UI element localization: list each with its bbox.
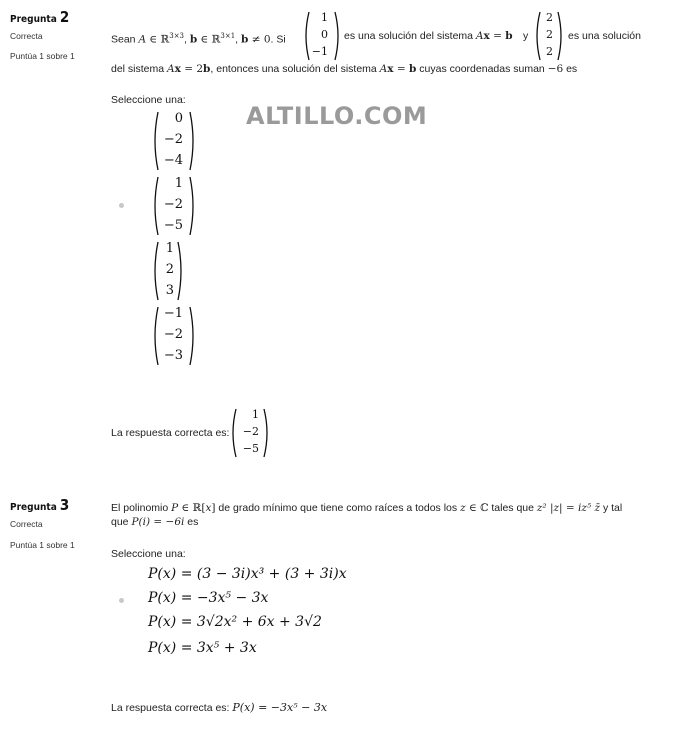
vector-entry: −2 — [163, 132, 183, 147]
stem-text: y tal — [600, 502, 623, 514]
math-equals: = — [393, 63, 410, 75]
question-2-status: Correcta — [10, 31, 43, 41]
question-2-option-3[interactable] — [152, 240, 184, 302]
vector-entry: 2 — [546, 45, 553, 58]
vector-entry: 1 — [321, 11, 328, 24]
vector-entry: −2 — [242, 425, 259, 438]
math-A: A — [475, 30, 484, 42]
question-3-option-2[interactable]: P(x) = −3x⁵ − 3x — [148, 590, 269, 606]
math-b: b — [189, 33, 198, 46]
math-bracket: ] — [211, 502, 216, 514]
question-2-select-label: Seleccione una: — [111, 94, 186, 106]
right-parenthesis — [335, 12, 338, 60]
question-3-select-label: Seleccione una: — [111, 548, 186, 560]
math-neq-zero: ≠ 0 — [248, 33, 271, 46]
math-in-R: ∈ ℝ — [197, 33, 221, 46]
answer-value: P(x) = −3x⁵ − 3x — [232, 701, 328, 714]
stem-text: Sean — [111, 33, 139, 46]
vector-entry: −2 — [163, 327, 183, 342]
question-3-stem-line1 — [111, 501, 622, 515]
math-condition: z² |z| = iz⁵ z̄ — [536, 502, 601, 514]
math-equals-2: = 2 — [180, 63, 204, 75]
question-2-answer-vector — [230, 407, 270, 459]
vector-entry: −2 — [163, 197, 183, 212]
left-parenthesis — [233, 409, 236, 457]
left-parenthesis — [155, 307, 158, 365]
question-3-stem-line2 — [111, 515, 198, 529]
question-2-option-4[interactable] — [152, 305, 196, 367]
right-parenthesis — [190, 307, 193, 365]
stem-vector-1 — [303, 10, 341, 62]
math-in-C: ∈ ℂ — [465, 502, 489, 514]
right-parenthesis — [178, 242, 181, 300]
vector-entry: −5 — [163, 218, 183, 233]
question-2-option-2[interactable] — [152, 175, 196, 237]
left-parenthesis — [306, 12, 309, 60]
question-2-stem-line1-a — [111, 29, 286, 47]
math-P: P — [171, 502, 179, 514]
stem-text: . Si — [270, 33, 286, 46]
stem-text: del sistema — [111, 63, 168, 75]
stem-text: es — [563, 63, 578, 75]
question-2-score: Puntúa 1 sobre 1 — [10, 51, 75, 61]
question-2-stem-line2 — [111, 62, 577, 76]
question-2-label — [10, 8, 69, 26]
question-2-stem-y: y — [523, 30, 529, 42]
left-parenthesis — [537, 12, 540, 60]
math-b: b — [203, 63, 211, 75]
math-b: b — [241, 33, 249, 46]
math-A: A — [379, 63, 388, 75]
question-3-option-1[interactable]: P(x) = (3 − 3i)x³ + (3 + 3i)x — [148, 566, 347, 582]
stem-text: , entonces una solución del sistema — [210, 63, 380, 75]
vector-entry: 2 — [546, 11, 553, 24]
math-x: x — [174, 63, 181, 75]
question-3-label — [10, 496, 69, 514]
math-equals: = — [489, 30, 506, 42]
vector-entry: −1 — [311, 45, 328, 58]
right-parenthesis — [264, 409, 267, 457]
vector-entry: 0 — [321, 28, 328, 41]
math-b: b — [409, 63, 417, 75]
question-label-text: Pregunta — [10, 502, 57, 513]
vector-entry: 3 — [165, 283, 174, 298]
left-parenthesis — [155, 177, 158, 235]
question-2-stem-line1-b — [344, 29, 513, 43]
question-3-answer — [111, 701, 327, 715]
question-3-score: Puntúa 1 sobre 1 — [10, 540, 75, 550]
stem-text: cuyas coordenadas suman — [416, 63, 548, 75]
stem-text: que — [111, 516, 132, 528]
math-x: x — [387, 63, 394, 75]
stem-text: , — [184, 33, 190, 46]
math-in-R: ∈ ℝ[ — [178, 502, 206, 514]
question-label-text: Pregunta — [10, 14, 57, 25]
question-2-answer-label: La respuesta correcta es: — [111, 427, 230, 439]
left-parenthesis — [155, 242, 158, 300]
question-number: 3 — [59, 496, 70, 514]
question-3-option-3[interactable]: P(x) = 3√2x² + 6x + 3√2 — [148, 614, 322, 630]
right-parenthesis — [558, 12, 561, 60]
watermark: ALTILLO.COM — [246, 102, 428, 130]
question-number: 2 — [59, 8, 70, 26]
math-b: b — [505, 30, 513, 42]
math-sup: 3×1 — [220, 32, 236, 40]
vector-entry: 0 — [174, 111, 183, 126]
stem-text: es una solución del sistema — [344, 30, 476, 42]
right-parenthesis — [190, 177, 193, 235]
vector-entry: 1 — [174, 176, 183, 191]
math-x: x — [205, 502, 212, 514]
math-in-R: ∈ ℝ — [146, 33, 170, 46]
question-3-status: Correcta — [10, 519, 43, 529]
math-A: A — [167, 63, 175, 75]
stem-text: es — [184, 516, 199, 528]
math-p-of-i: P(i) = −6i — [131, 516, 185, 528]
question-3-option-4[interactable]: P(x) = 3x⁵ + 3x — [148, 640, 257, 656]
question-3-radio-selected[interactable] — [119, 598, 124, 603]
right-parenthesis — [190, 112, 193, 170]
math-z: z — [460, 502, 466, 514]
stem-text: , — [235, 33, 242, 46]
stem-text: El polinomio — [111, 502, 172, 514]
question-2-option-1[interactable] — [152, 110, 196, 172]
vector-entry: −5 — [242, 442, 259, 455]
vector-entry: −4 — [163, 153, 183, 168]
question-2-stem-line1-c: es una solución — [568, 30, 641, 42]
math-sup: 3×3 — [169, 32, 185, 40]
answer-label: La respuesta correcta es: — [111, 702, 230, 714]
vector-entry: 1 — [165, 241, 174, 256]
math-minus-6: −6 — [547, 63, 564, 75]
vector-entry: −1 — [163, 306, 183, 321]
math-x: x — [483, 30, 490, 42]
vector-entry: −3 — [163, 348, 183, 363]
question-2-radio-selected[interactable] — [119, 203, 124, 208]
vector-entry: 1 — [252, 408, 259, 421]
math-A: A — [138, 33, 147, 46]
vector-entry: 2 — [165, 262, 174, 277]
vector-entry: 2 — [546, 28, 553, 41]
stem-text: de grado mínimo que tiene como raíces a todos los — [215, 502, 461, 514]
stem-vector-2 — [534, 10, 564, 62]
left-parenthesis — [155, 112, 158, 170]
stem-text: tales que — [488, 502, 537, 514]
